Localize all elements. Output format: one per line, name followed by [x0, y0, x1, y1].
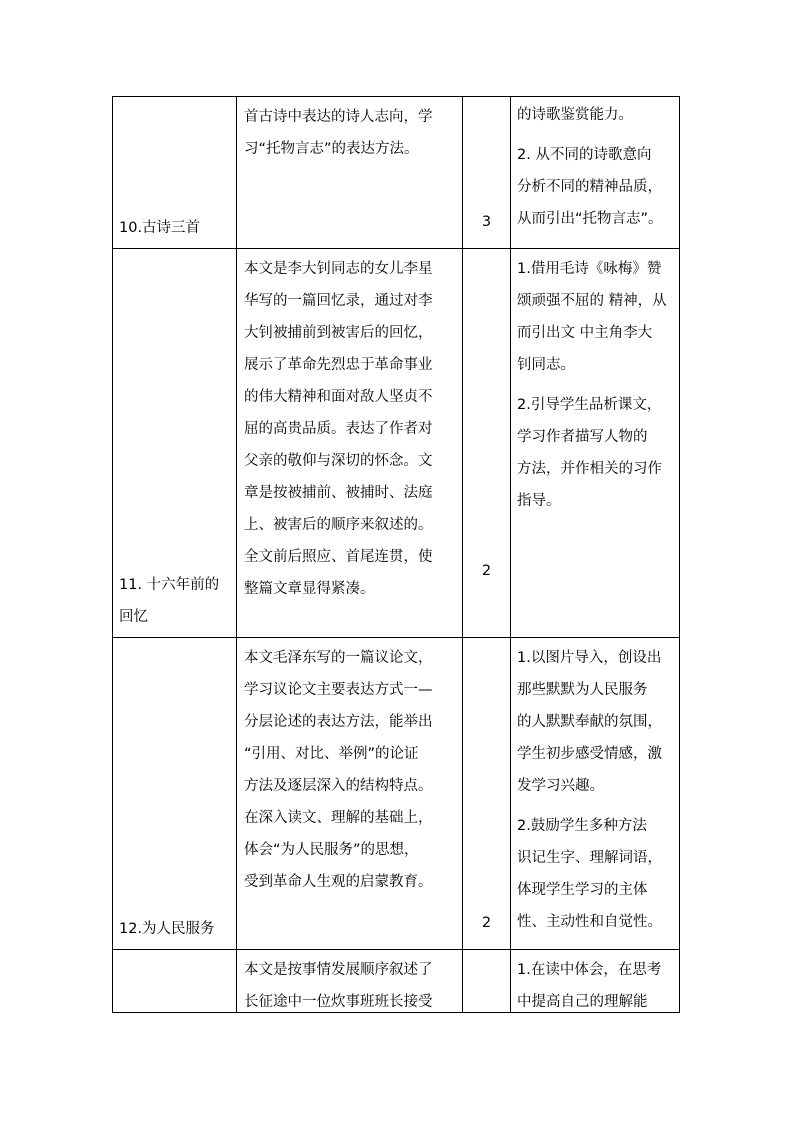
description-line: 分层论述的表达方法，能举出	[244, 714, 433, 730]
table-row	[113, 97, 680, 249]
lesson-hours: 2	[481, 915, 492, 931]
goal-item	[511, 139, 679, 235]
goal-line: 中提高自己的理解能	[517, 994, 648, 1010]
lesson-title: 10.古诗三首	[119, 220, 201, 236]
lesson-title-cell	[113, 950, 237, 1013]
description-cell	[237, 638, 463, 950]
description-line: 父亲的敬仰与深切的怀念。文	[244, 453, 433, 469]
description-line: 本文毛泽东写的一篇议论文，	[244, 650, 433, 666]
lesson-title-line: 回忆	[119, 609, 148, 625]
hours-cell	[463, 950, 511, 1013]
table-row	[113, 950, 680, 1013]
goal-line: 1.借用毛诗《咏梅》赞	[517, 261, 662, 277]
lesson-plan-table	[112, 96, 680, 1013]
description-line: 华写的一篇回忆录，通过对李	[244, 293, 433, 309]
description-cell	[237, 97, 463, 249]
goal-line: 发学习兴趣。	[517, 778, 604, 794]
lesson-plan-table-wrapper	[112, 96, 680, 1013]
description-line: 章是按被捕前、被捕时、法庭	[244, 485, 433, 501]
goal-line: 的诗歌鉴赏能力。	[517, 107, 633, 123]
goals-cell	[511, 97, 680, 249]
description-line: 本文是按事情发展顺序叙述了	[244, 962, 433, 978]
goal-line: 2. 从不同的诗歌意向	[517, 147, 652, 163]
description-line: 大钊被捕前到被害后的回忆，	[244, 325, 433, 341]
goal-line: 分析不同的精神品质，	[517, 179, 662, 195]
lesson-title: 12.为人民服务	[119, 921, 215, 937]
lesson-title-line: 11. 十六年前的	[119, 577, 220, 593]
lesson-title-cell	[113, 249, 237, 638]
description-line: 受到革命人生观的启蒙教育。	[244, 874, 433, 890]
description-line: 的伟大精神和面对敌人坚贞不	[244, 389, 433, 405]
goal-line: 而引出文 中主角李大	[517, 325, 653, 341]
goal-line: 2.鼓励学生多种方法	[517, 818, 647, 834]
goal-item	[511, 954, 679, 1012]
description-line: 整篇文章显得紧凑。	[244, 581, 375, 597]
goal-line: 颂顽强不屈的 精神，从	[517, 293, 667, 309]
goals-cell	[511, 249, 680, 638]
description-line: 习“托物言志”的表达方法。	[244, 141, 419, 157]
description-line: 本文是李大钊同志的女儿李星	[244, 261, 433, 277]
hours-cell	[463, 638, 511, 950]
goal-line: 1.以图片导入，创设出	[517, 650, 662, 666]
goal-line: 体现学生学习的主体	[517, 882, 648, 898]
goals-cell	[511, 638, 680, 950]
description-cell	[237, 249, 463, 638]
lesson-hours: 3	[481, 214, 492, 230]
goal-line: 从而引出“托物言志”。	[517, 211, 663, 227]
table-row	[113, 638, 680, 950]
goal-line: 学生初步感受情感，激	[517, 746, 662, 762]
description-line: 屈的高贵品质。表达了作者对	[244, 421, 433, 437]
description-line: 展示了革命先烈忠于革命事业	[244, 357, 433, 373]
description-line: 方法及逐层深入的结构特点。	[244, 778, 433, 794]
goal-line: 识记生字、理解词语，	[517, 850, 662, 866]
description-line: 首古诗中表达的诗人志向，学	[244, 109, 433, 125]
table-row	[113, 249, 680, 638]
goal-line: 1.在读中体会，在思考	[517, 962, 662, 978]
hours-cell	[463, 249, 511, 638]
description-line: “引用、对比、举例”的论证	[244, 746, 419, 762]
goal-line: 2.引导学生品析课文，	[517, 397, 662, 413]
goal-line: 钊同志。	[517, 357, 575, 373]
goal-line: 那些默默为人民服务	[517, 682, 648, 698]
description-line: 在深入读文、理解的基础上，	[244, 810, 433, 826]
hours-cell	[463, 97, 511, 249]
description-line: 学习议论文主要表达方式一—	[244, 682, 433, 698]
description-line: 全文前后照应、首尾连贯，使	[244, 549, 433, 565]
description-line: 长征途中一位炊事班班长接受	[244, 994, 433, 1010]
goal-item	[511, 389, 679, 517]
lesson-title-cell	[113, 97, 237, 249]
goal-line: 指导。	[517, 493, 561, 509]
lesson-title	[119, 569, 232, 633]
goals-cell	[511, 950, 680, 1013]
goal-item	[511, 810, 679, 938]
goal-line: 方法，并作相关的习作	[517, 461, 662, 477]
goal-line: 的人默默奉献的氛围，	[517, 714, 662, 730]
goal-line: 学习作者描写人物的	[517, 429, 648, 445]
goal-item	[511, 99, 679, 131]
lesson-title-cell	[113, 638, 237, 950]
description-line: 体会“为人民服务”的思想，	[244, 842, 419, 858]
goal-item	[511, 253, 679, 381]
goal-item	[511, 642, 679, 802]
description-line: 上、被害后的顺序来叙述的。	[244, 517, 433, 533]
description-cell	[237, 950, 463, 1013]
goal-line: 性、主动性和自觉性。	[517, 914, 662, 930]
lesson-hours: 2	[481, 563, 492, 579]
